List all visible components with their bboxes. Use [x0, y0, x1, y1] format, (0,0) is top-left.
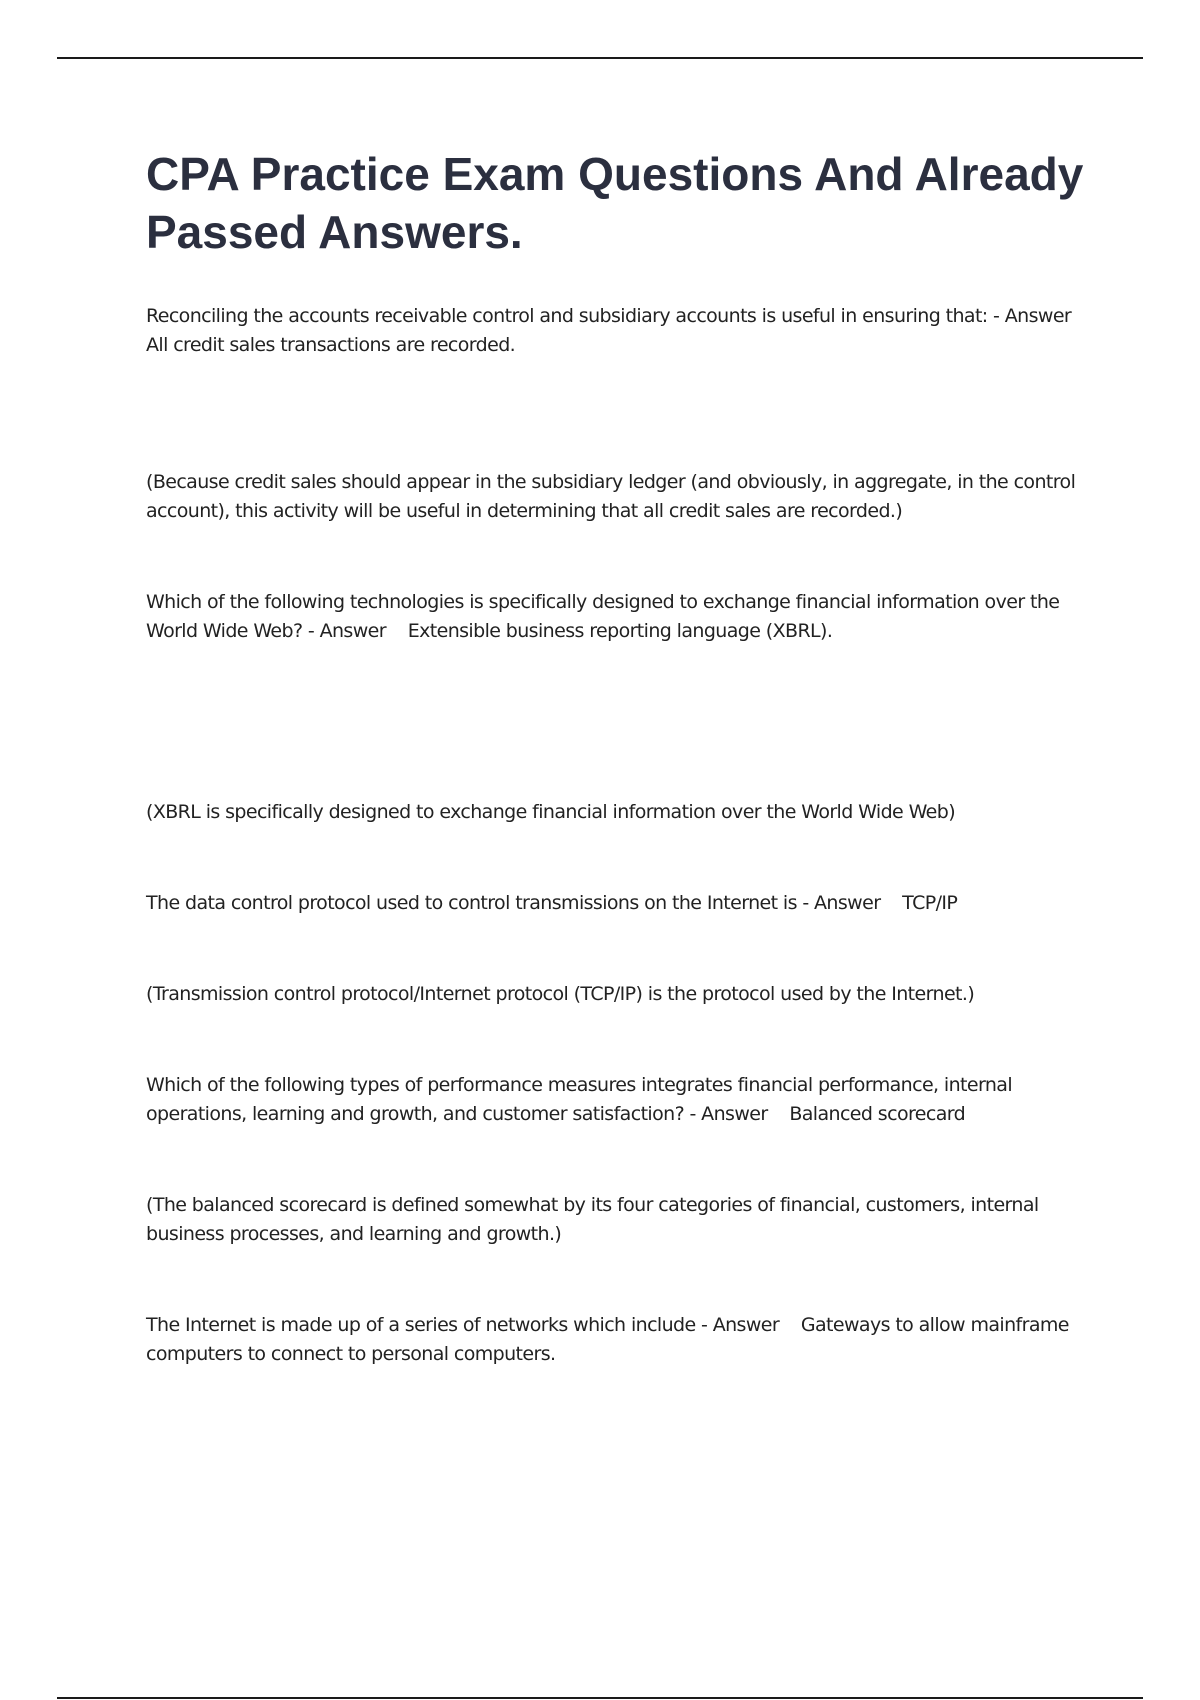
explanation-tcp-ip: (Transmission control protocol/Internet protocol (TCP/IP) is the protocol used by the Internet.): [146, 983, 975, 1005]
question-xbrl: Which of the following technologies is specifically designed to exchange financial information over the World Wide Web? - Answer Extensible business reporting language (XBRL).: [146, 591, 1065, 642]
bottom-divider: [57, 1697, 1143, 1699]
top-divider: [57, 57, 1143, 59]
explanation-balanced-scorecard: (The balanced scorecard is defined somewhat by its four categories of financial, customers, internal business processes, and learning and growth.): [146, 1194, 1045, 1245]
question-internet-networks: The Internet is made up of a series of networks which include - Answer Gateways to allow mainframe computers to connect to personal computers.: [146, 1314, 1075, 1365]
question-balanced-scorecard: Which of the following types of performance measures integrates financial performance, internal operations, learning and growth, and customer satisfaction? - Answer Balanced scorecard: [146, 1074, 1018, 1125]
explanation-xbrl: (XBRL is specifically designed to exchange financial information over the World Wide Web): [146, 801, 956, 823]
question-ar-reconciliation: Reconciling the accounts receivable control and subsidiary accounts is useful in ensuring that: - Answer All credit sales transactions are recorded.: [146, 305, 1077, 356]
question-tcp-ip: The data control protocol used to control transmissions on the Internet is - Answer TCP/IP: [146, 892, 958, 914]
explanation-ar-reconciliation: (Because credit sales should appear in the subsidiary ledger (and obviously, in aggregate, in the control account), this activity will be useful in determining that all credit sales are recorded.): [146, 471, 1081, 522]
page-title: CPA Practice Exam Questions And Already Passed Answers.: [146, 148, 1084, 258]
